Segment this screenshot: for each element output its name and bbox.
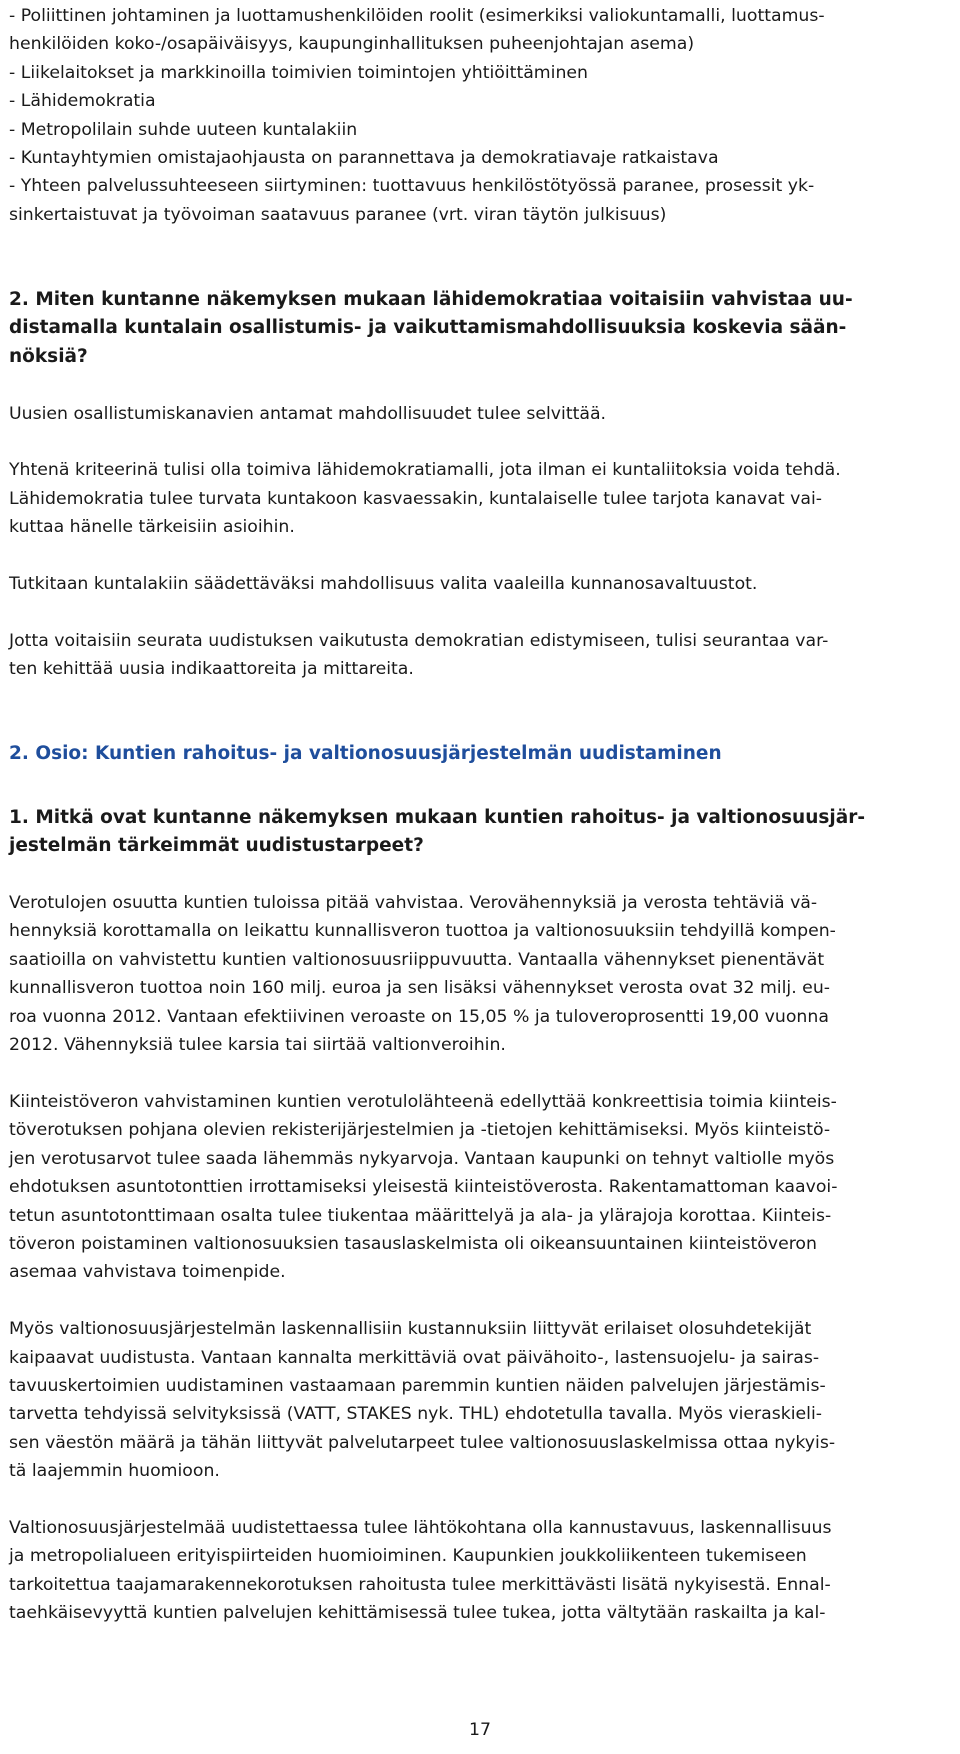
paragraph-line: tä laajemmin huomioon.	[9, 1461, 220, 1482]
paragraph-line: Kiinteistöveron vahvistaminen kuntien verotulolähteenä edellyttää konkreettisia toimia kiinteis-	[9, 1091, 837, 1112]
question-title: 2. Miten kuntanne näkemyksen mukaan lähidemokratiaa voitaisiin vahvistaa uu-	[9, 289, 853, 311]
question-title: nöksiä?	[9, 345, 88, 367]
paragraph-line: Myös valtionosuusjärjestelmän laskennallisiin kustannuksiin liittyvät erilaiset olosuhdetekijät	[9, 1319, 812, 1340]
paragraph	[9, 570, 955, 598]
paragraph-line: Lähidemokratia tulee turvata kuntakoon kasvaessakin, kuntalaiselle tulee tarjota kanavat vai-	[9, 488, 823, 509]
paragraph	[9, 1514, 955, 1628]
document-page	[9, 2, 955, 1628]
paragraph-line: Uusien osallistumiskanavien antamat mahdollisuudet tulee selvittää.	[9, 403, 607, 424]
paragraph-line: töveron poistaminen valtionosuuksien tasauslaskelmista oli oikeansuuntainen kiinteistöveron	[9, 1233, 817, 1254]
paragraph	[9, 889, 955, 1059]
paragraph-line: tavuuskertoimien uudistaminen vastaamaan paremmin kuntien näiden palvelujen järjestämis-	[9, 1375, 826, 1396]
paragraph	[9, 627, 955, 684]
list-item: henkilöiden koko-/osapäiväisyys, kaupunginhallituksen puheenjohtajan asema)	[9, 34, 695, 55]
list-item: - Liikelaitokset ja markkinoilla toimivien toimintojen yhtiöittäminen	[9, 62, 588, 83]
paragraph-line: jen verotusarvot tulee saada lähemmäs nykyarvoja. Vantaan kaupunki on tehnyt valtiolle myös	[9, 1148, 835, 1169]
paragraph-line: hennyksiä korottamalla on leikattu kunnallisveron tuottoa ja valtionosuuksiin tehdyillä kompen-	[9, 921, 836, 942]
paragraph-line: Tutkitaan kuntalakiin säädettäväksi mahdollisuus valita vaaleilla kunnanosavaltuustot.	[9, 574, 758, 595]
paragraph-line: tarkoitettua taajamarakennekorotuksen rahoitusta tulee merkittävästi lisätä nykyisestä. Ennal-	[9, 1574, 831, 1595]
question-2	[9, 286, 955, 371]
paragraph-line: ehdotuksen asuntotonttien irrottamiseksi yleisestä kiinteistöverosta. Rakentamattoman kaavoi-	[9, 1177, 838, 1198]
paragraph-line: Verotulojen osuutta kuntien tuloissa pitää vahvistaa. Verovähennyksiä ja verosta tehtäviä vä-	[9, 893, 818, 914]
paragraph-line: 2012. Vähennyksiä tulee karsia tai siirtää valtionveroihin.	[9, 1035, 506, 1056]
paragraph-line: tarvetta tehdyissä selvityksissä (VATT, STAKES nyk. THL) ehdotetulla tavalla. Myös vieraskieli-	[9, 1404, 822, 1425]
list-item: - Metropolilain suhde uuteen kuntalakiin	[9, 119, 358, 140]
paragraph-line: saatioilla on vahvistettu kuntien valtionosuusriippuvuutta. Vantaalla vähennykset pienentävät	[9, 949, 825, 970]
question-title: jestelmän tärkeimmät uudistustarpeet?	[9, 835, 424, 857]
paragraph-line: tetun asuntotonttimaan osalta tulee tiukentaa määrittelyä ja ala- ja ylärajoja korottaa. Kiinteis-	[9, 1205, 832, 1226]
paragraph	[9, 456, 955, 541]
paragraph	[9, 1315, 955, 1485]
list-item: - Kuntayhtymien omistajaohjausta on parannettava ja demokratiavaje ratkaistava	[9, 148, 719, 169]
question-title: distamalla kuntalain osallistumis- ja vaikuttamismahdollisuuksia koskevia sään-	[9, 317, 847, 339]
paragraph-line: kuttaa hänelle tärkeisiin asioihin.	[9, 517, 295, 538]
question-title: 1. Mitkä ovat kuntanne näkemyksen mukaan kuntien rahoitus- ja valtionosuusjär-	[9, 806, 866, 828]
list-item: sinkertaistuvat ja työvoiman saatavuus paranee (vrt. viran täytön julkisuus)	[9, 204, 667, 225]
paragraph	[9, 1088, 955, 1287]
intro-list	[9, 2, 955, 229]
section-heading: 2. Osio: Kuntien rahoitus- ja valtionosuusjärjestelmän uudistaminen	[9, 743, 722, 765]
list-item: - Lähidemokratia	[9, 91, 156, 112]
paragraph-line: kaipaavat uudistusta. Vantaan kannalta merkittäviä ovat päivähoito-, lastensuojelu- ja sairas-	[9, 1347, 820, 1368]
paragraph-line: asemaa vahvistava toimenpide.	[9, 1262, 286, 1283]
paragraph-line: töverotuksen pohjana olevien rekisterijärjestelmien ja -tietojen kehittämiseksi. Myös kiinteistö-	[9, 1120, 831, 1141]
question-1	[9, 804, 955, 861]
paragraph-line: ja metropolialueen erityispiirteiden huomioiminen. Kaupunkien joukkoliikenteen tukemiseen	[9, 1546, 807, 1567]
paragraph-line: taehkäisevyyttä kuntien palvelujen kehittämisessä tulee tukea, jotta vältytään raskailta ja kal-	[9, 1603, 826, 1624]
list-item: - Yhteen palvelussuhteeseen siirtyminen: tuottavuus henkilöstötyössä paranee, prosessit yk-	[9, 176, 815, 197]
paragraph-line: kunnallisveron tuottoa noin 160 milj. euroa ja sen lisäksi vähennykset verosta ovat 32 milj. eu-	[9, 978, 831, 999]
paragraph	[9, 400, 955, 428]
paragraph-line: Yhtenä kriteerinä tulisi olla toimiva lähidemokratiamalli, jota ilman ei kuntaliitoksia voida tehdä.	[9, 460, 841, 481]
paragraph-line: roa vuonna 2012. Vantaan efektiivinen veroaste on 15,05 % ja tuloveroprosentti 19,00 vuonna	[9, 1006, 829, 1027]
paragraph-line: Valtionosuusjärjestelmää uudistettaessa tulee lähtökohtana olla kannustavuus, laskennallisuus	[9, 1517, 832, 1538]
paragraph-line: ten kehittää uusia indikaattoreita ja mittareita.	[9, 659, 414, 680]
list-item: - Poliittinen johtaminen ja luottamushenkilöiden roolit (esimerkiksi valiokuntamalli, luottamus-	[9, 6, 825, 26]
page-number: 17	[469, 1720, 491, 1740]
paragraph-line: sen väestön määrä ja tähän liittyvät palvelutarpeet tulee valtionosuuslaskelmissa ottaa nykyis-	[9, 1432, 836, 1453]
paragraph-line: Jotta voitaisiin seurata uudistuksen vaikutusta demokratian edistymiseen, tulisi seurantaa var-	[9, 630, 829, 651]
